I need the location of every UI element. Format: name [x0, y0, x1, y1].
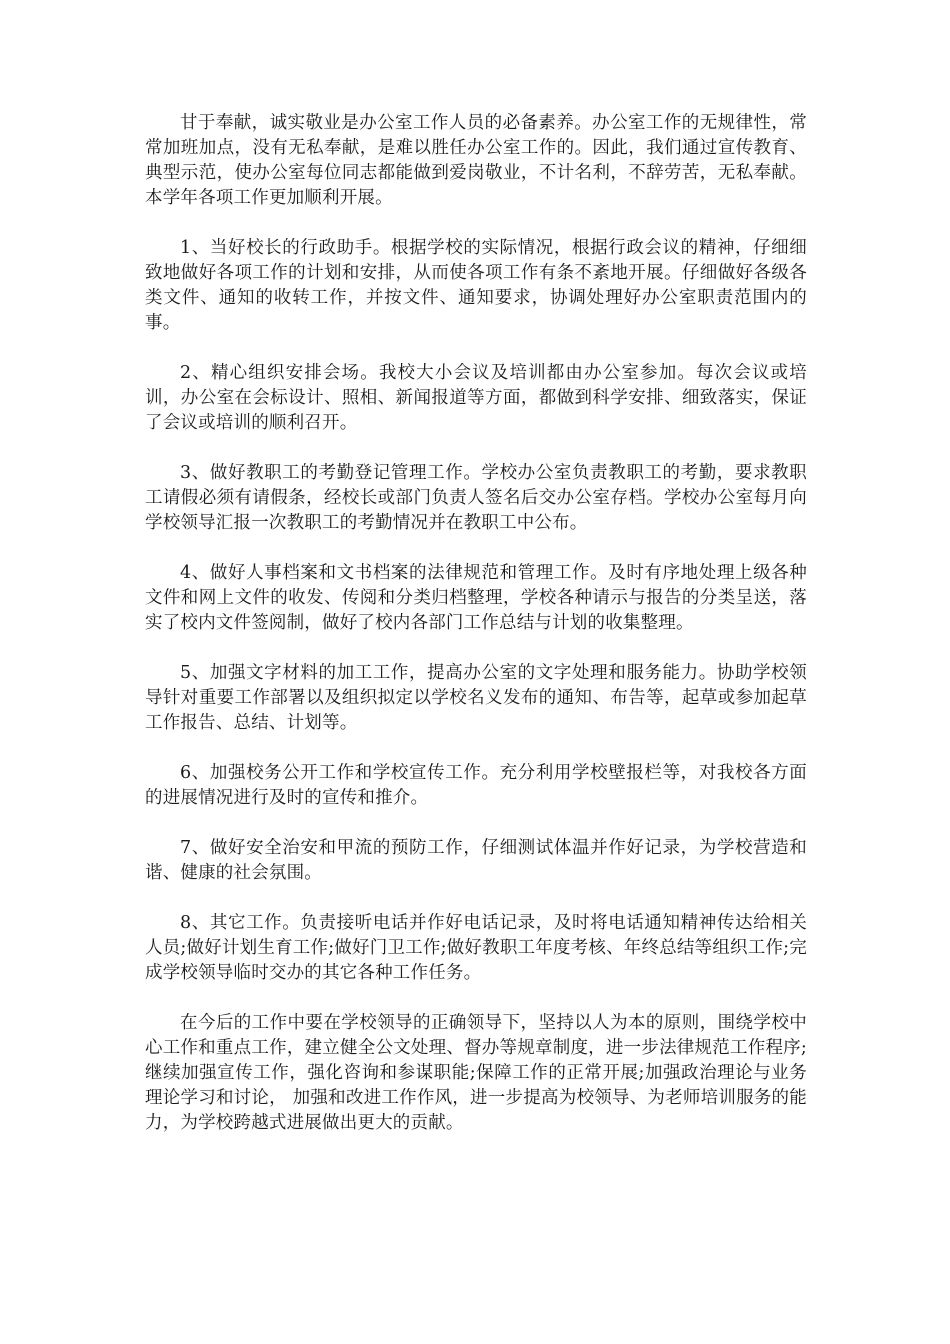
item-4-paragraph: 4、做好人事档案和文书档案的法律规范和管理工作。及时有序地处理上级各种文件和网上文件的收发、传阅和分类归档整理，学校各种请示与报告的分类呈送，落实了校内文件签阅制，做好了校内各部门工作总结与计划的收集整理。: [145, 563, 807, 633]
item-3-paragraph: 3、做好教职工的考勤登记管理工作。学校办公室负责教职工的考勤，要求教职工请假必须有请假条，经校长或部门负责人签名后交办公室存档。学校办公室每月向学校领导汇报一次教职工的考勤情况并在教职工中公布。: [145, 463, 807, 533]
item-1-paragraph: 1、当好校长的行政助手。根据学校的实际情况，根据行政会议的精神，仔细细致地做好各项工作的计划和安排，从而使各项工作有条不紊地开展。仔细做好各级各类文件、通知的收转工作，并按文件、通知要求，协调处理好办公室职责范围内的事。: [145, 238, 807, 333]
conclusion-paragraph: 在今后的工作中要在学校领导的正确领导下，坚持以人为本的原则，围绕学校中心工作和重点工作，建立健全公文处理、督办等规章制度，进一步法律规范工作程序;继续加强宣传工作，强化咨询和参谋职能;保障工作的正常开展;加强政治理论与业务理论学习和讨论， 加强和改进工作作风，进一步提高为校领导、为老师培训服务的能力，为学校跨越式进展做出更大的贡献。: [145, 1013, 807, 1133]
item-5-paragraph: 5、加强文字材料的加工工作，提高办公室的文字处理和服务能力。协助学校领导针对重要工作部署以及组织拟定以学校名义发布的通知、布告等，起草或参加起草工作报告、总结、计划等。: [145, 663, 807, 733]
item-2-paragraph: 2、精心组织安排会场。我校大小会议及培训都由办公室参加。每次会议或培训，办公室在会标设计、照相、新闻报道等方面，都做到科学安排、细致落实，保证了会议或培训的顺利召开。: [145, 363, 807, 433]
document-body: [145, 111, 807, 1136]
intro-paragraph: 甘于奉献，诚实敬业是办公室工作人员的必备素养。办公室工作的无规律性，常常加班加点，没有无私奉献，是难以胜任办公室工作的。因此，我们通过宣传教育、典型示范，使办公室每位同志都能做到爱岗敬业，不计名利，不辞劳苦，无私奉献。本学年各项工作更加顺利开展。: [145, 113, 807, 208]
item-7-paragraph: 7、做好安全治安和甲流的预防工作，仔细测试体温并作好记录，为学校营造和谐、健康的社会氛围。: [145, 838, 807, 883]
item-8-paragraph: 8、其它工作。负责接听电话并作好电话记录，及时将电话通知精神传达给相关人员;做好计划生育工作;做好门卫工作;做好教职工年度考核、年终总结等组织工作;完成学校领导临时交办的其它各种工作任务。: [145, 913, 807, 983]
item-6-paragraph: 6、加强校务公开工作和学校宣传工作。充分利用学校壁报栏等，对我校各方面的进展情况进行及时的宣传和推介。: [145, 763, 807, 808]
